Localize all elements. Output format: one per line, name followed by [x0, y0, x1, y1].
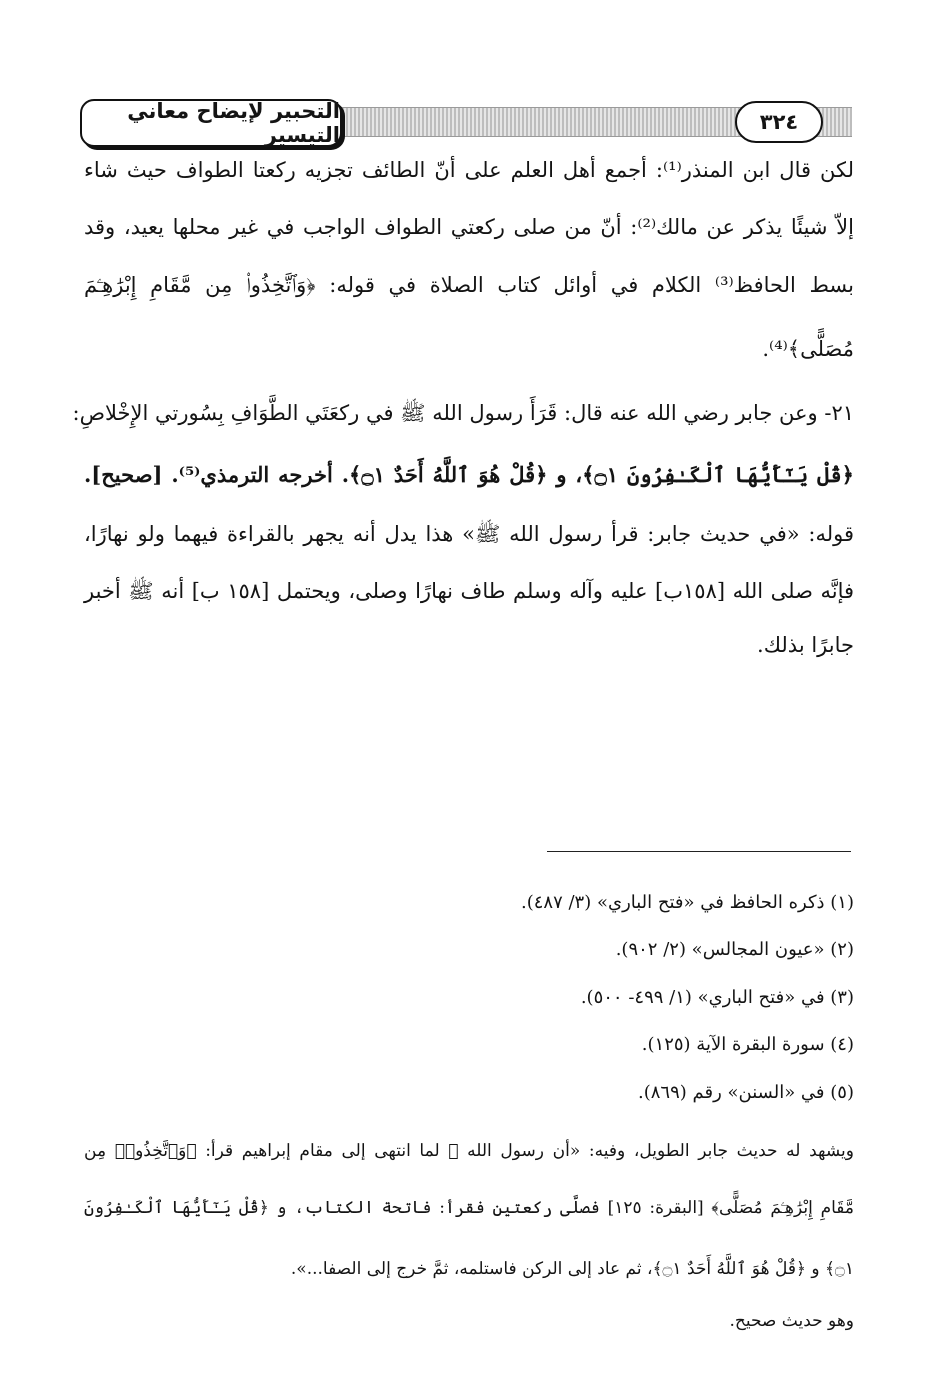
body-line: لكن قال ابن المنذر⁽¹⁾: أجمع أهل العلم على أنّ الطائف تجزيه ركعتا الطواف حيث شاء	[84, 158, 854, 182]
note-line: ۝١﴾ و ﴿قُلْ هُوَ ٱللَّهُ أَحَدٌ ۝١﴾، ثم عاد إلى الركن فاستلمه، ثمَّ خرج إلى الصفا...».	[290, 1259, 854, 1279]
book-title: التحبير لإيضاح معاني التيسير	[80, 99, 342, 147]
footnote-separator	[547, 851, 851, 852]
footnote: (٣) في «فتح الباري» (١/ ٤٩٩- ٥٠٠).	[580, 987, 854, 1008]
note-line: وهو حديث صحيح.	[729, 1311, 854, 1331]
footnote: (٢) «عيون المجالس» (٢/ ٩٠٢).	[615, 939, 854, 960]
note-line: مَّقَامِ إِبْرَٰهِـۧمَ مُصَلًّى﴾ [البقرة: ١٢٥] فصلَّى ركعتين فقرأ: فاتحة الكتاب، و ﴿قُلْ يَـٰٓأَيُّهَا ٱلْكَـٰفِرُونَ	[84, 1198, 854, 1218]
hadith-line: ﴿قُلْ يَـٰٓأَيُّهَا ٱلْكَـٰفِرُونَ ۝١﴾، و ﴿قُلْ هُوَ ٱللَّهُ أَحَدٌ ۝١﴾. أخرجه الترمذي⁽⁵⁾. [صحيح].	[84, 462, 854, 487]
body-line: إلاّ شيئًا يذكر عن مالك⁽²⁾: أنّ من صلى ركعتي الطواف الواجب في غير محلها يعيد، وقد	[84, 215, 854, 239]
commentary-line: قوله: «في حديث جابر: قرأ رسول الله ﷺ» هذا يدل أنه يجهر بالقراءة فيهما ولو نهارًا،	[84, 522, 854, 546]
hadith-line: ٢١- وعن جابر رضي الله عنه قال: قَرَأَ رسول الله ﷺ في ركعَتَي الطَّوَافِ بِسُورتي الإِخْلاصِ:	[72, 401, 854, 425]
commentary-line: فإنَّه صلى الله [١٥٨ب] عليه وآله وسلم طاف نهارًا وصلى، ويحتمل [١٥٨ ب] أنه ﷺ أخبر	[84, 579, 854, 603]
note-line: ويشهد له حديث جابر الطويل، وفيه: «أن رسول الله ﷺ لما انتهى إلى مقام إبراهيم قرأ: ﴿وَٱتَّخِذُوا۟ مِن	[84, 1141, 854, 1161]
commentary-line: جابرًا بذلك.	[757, 633, 854, 657]
footnote: (٥) في «السنن» رقم (٨٦٩).	[638, 1082, 854, 1103]
page-number: ٣٢٤	[735, 101, 823, 143]
body-line: مُصَلًّى﴾⁽⁴⁾.	[762, 337, 854, 361]
body-line: بسط الحافظ⁽³⁾ الكلام في أوائل كتاب الصلاة في قوله: ﴿وَٱتَّخِذُوا۟ مِن مَّقَامِ إِبْرَٰهِـۧمَ	[84, 273, 854, 297]
footnote: (٤) سورة البقرة الآية (١٢٥).	[641, 1034, 854, 1055]
footnote: (١) ذكره الحافظ في «فتح الباري» (٣/ ٤٨٧).	[520, 892, 854, 913]
